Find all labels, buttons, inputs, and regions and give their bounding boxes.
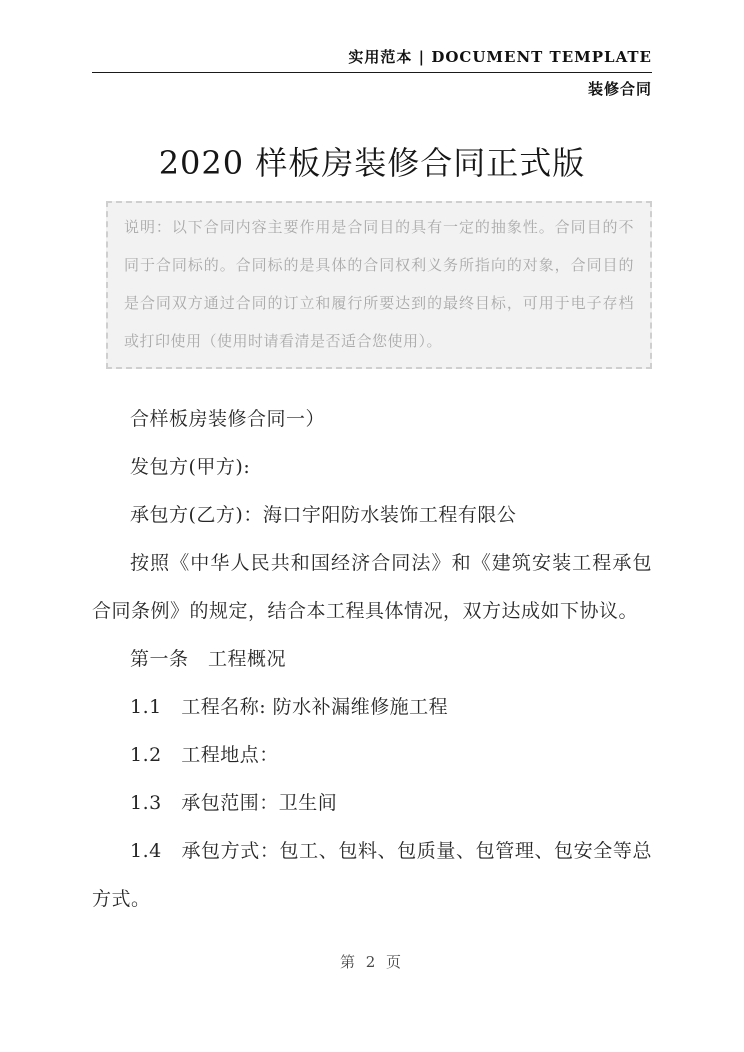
contract-body (92, 395, 652, 923)
paragraph-clause-1-2: 1.2 工程地点： (130, 744, 279, 766)
paragraph-clause-1-3: 1.3 承包范围：卫生间 (130, 792, 338, 814)
page-content (92, 0, 652, 923)
document-title: 2020 样板房装修合同正式版 (158, 144, 586, 182)
header-doc-type-label: 装修合同 (587, 80, 652, 98)
paragraph-article-1-heading: 第一条 工程概况 (130, 648, 287, 670)
page-header (92, 0, 652, 99)
page-footer (0, 951, 744, 972)
paragraph-party-b: 承包方(乙方)：海口宇阳防水装饰工程有限公 (130, 504, 517, 526)
paragraph-legal-basis: 按照《中华人民共和国经济合同法》和《建筑安装工程承包合同条例》的规定，结合本工程具体情况，双方达成如下协议。 (92, 552, 652, 622)
paragraph-party-a: 发包方(甲方): (130, 456, 251, 478)
paragraph-clause-1-1: 1.1 工程名称: 防水补漏维修施工程 (130, 696, 449, 718)
notice-text: 说明：以下合同内容主要作用是合同目的具有一定的抽象性。合同目的不同于合同标的。合同标的是具体的合同权利义务所指向的对象，合同目的是合同双方通过合同的订立和履行所要达到的最终目标，可用于电子存档或打印使用（使用时请看清是否适合您使用）。 (124, 218, 634, 350)
page-number-label: 第 2 页 (339, 953, 405, 971)
paragraph-clause-1-4: 1.4 承包方式：包工、包料、包质量、包管理、包安全等总方式。 (92, 840, 652, 910)
notice-box (106, 201, 652, 369)
header-brand-label: 实用范本 | DOCUMENT TEMPLATE (92, 46, 652, 73)
paragraph-contract-subtitle: 合样板房装修合同一） (130, 408, 326, 430)
